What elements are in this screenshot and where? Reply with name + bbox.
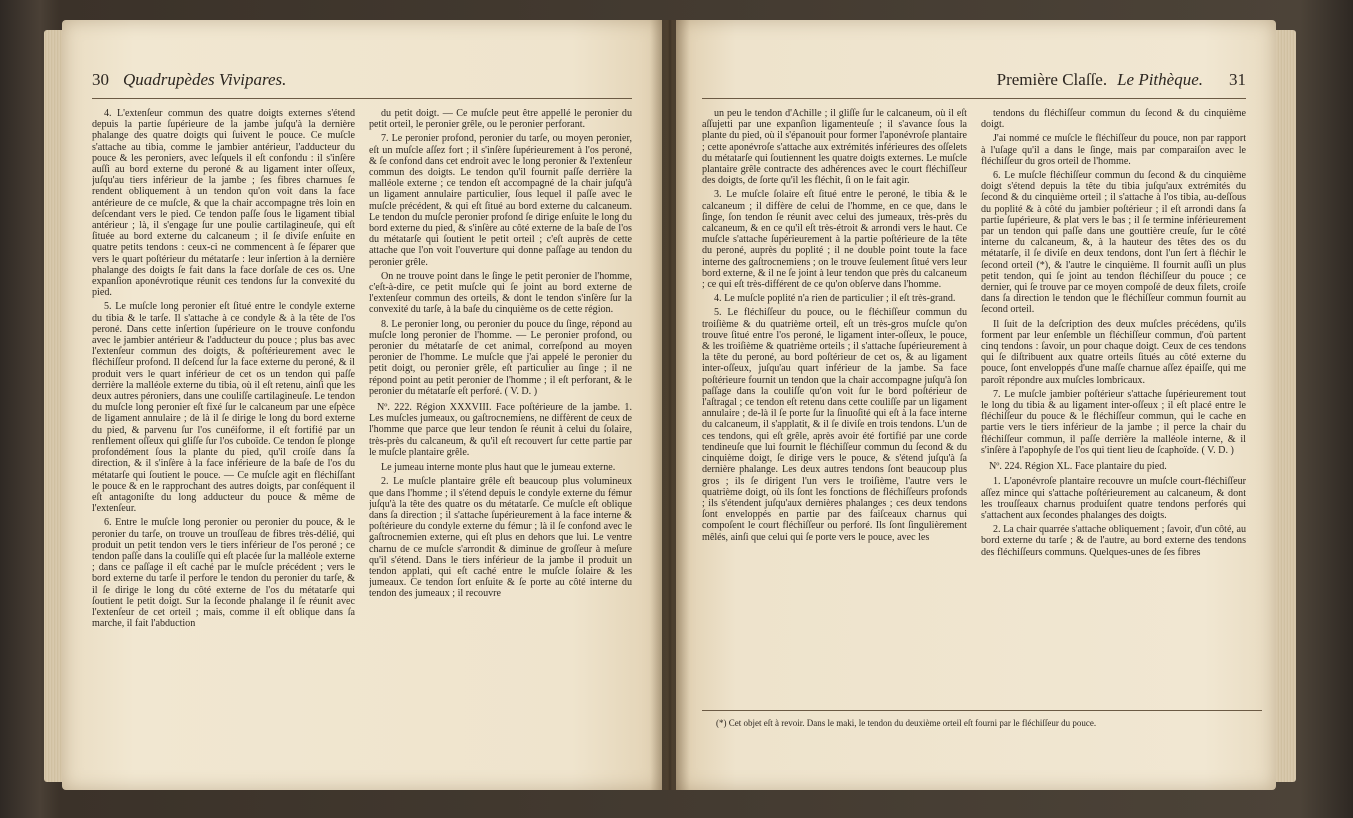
header-rule-right: [702, 98, 1246, 99]
right-page-header: [702, 70, 1246, 96]
paragraph: 1. L'aponévroſe plantaire recouvre un muſcle court-fléchiſſeur aſſez mince qui s'attache poſtérieurement au calcaneum, & dont les trouſſeaux charnus produiſent quatre tendons perforés qui s'attachent aux ſecondes phalanges des doigts.: [981, 476, 1246, 521]
right-column-2: [981, 108, 1246, 710]
left-column-2: [369, 108, 632, 758]
header-rule-left: [92, 98, 632, 99]
page-edges-left: [44, 30, 64, 782]
paragraph: 6. Le muſcle fléchiſſeur commun du ſecond & du cinquième doigt s'étend depuis la tête du tibia juſqu'aux extrémités du ſecond & du cinquième orteil ; il s'attache à l'os tibia, au-deſſous du poplité & à côté du jambier poſtérieur ; il eſt arrondi dans ſa partie ſupérieure, & plat vers le bas ; il ſe termine inférieurement par un tendon qui paſſe dans une gouttière creuſe, ſur le côté interne du calcaneum, &, à la hauteur des têtes des os du métatarſe, il ſe diviſe en deux tendons, dont l'un ſert à fléchir le ſecond orteil (*), & l'autre le cinquième. Il fournit auſſi un plus petit tendon, qui ſe joint au tendon fléchiſſeur du pouce ; ce dernier, qui ſe trouve par ce moyen compoſé de deux filets, croiſe dans ſa direction le tendon que le fléchiſſeur commun fournit au ſecond orteil.: [981, 170, 1246, 316]
footnote-rule: [702, 710, 1262, 711]
paragraph: tendons du fléchiſſeur commun du ſecond & du cinquième doigt.: [981, 108, 1246, 131]
paragraph: Il ſuit de la deſcription des deux muſcles précédens, qu'ils forment par leur enſemble un fléchiſſeur commun, d'où partent cinq tendons : ſavoir, un pour chaque doigt. Ceux de ces tendons qui ſe diſtribuent aux quatre orteils ſitués au côté externe du pouce, ſont enveloppés d'une maſſe charnue aſſez épaiſſe, qui me paroît répondre aux muſcles lombricaux.: [981, 318, 1246, 386]
running-title-right-roman: Première Claſſe.: [996, 70, 1108, 89]
running-title-right-italic: Le Pithèque.: [1117, 70, 1203, 89]
section-heading-paragraph: Nº. 222. Région XXXVIII. Face poſtérieure de la jambe. 1. Les muſcles jumeaux, ou gaſtrocnemiens, ne diffèrent de ceux de l'homme que parce que leur tendon ſe réunit à celui du ſolaire, très-près du calcaneum, & qu'il eſt recouvert ſur cette partie par le muſcle plantaire grêle.: [369, 402, 632, 458]
section-heading-paragraph: Nº. 224. Région XL. Face plantaire du pied.: [989, 461, 1167, 473]
right-page-columns: [702, 108, 1246, 710]
paragraph: J'ai nommé ce muſcle le fléchiſſeur du pouce, non par rapport à l'uſage qu'il a dans le ſinge, mais par comparaiſon avec le fléchiſſeur du gros orteil de l'homme.: [981, 133, 1246, 167]
paragraph: On ne trouve point dans le ſinge le petit peronier de l'homme, c'eſt-à-dire, ce petit muſcle qui ſe joint au bord externe de l'extenſeur commun des orteils, & dont le tendon s'inſère ſur la convexité du tarſe, à la baſe du cinquième os de cette région.: [369, 270, 632, 316]
page-number-right: 31: [1229, 70, 1246, 89]
paragraph: 2. La chair quarrée s'attache obliquement ; ſavoir, d'un côté, au bord externe du tarſe ; & de l'autre, au bord externe des tendons des fléchiſſeurs communs. Quelques-unes de ſes fibres: [981, 524, 1246, 558]
right-page: [676, 20, 1276, 790]
paragraph: 7. Le peronier profond, peronier du tarſe, ou moyen peronier, eſt un muſcle aſſez fort ; il s'inſère ſupérieurement à l'os peroné, & ſe confond dans cet endroit avec le long peronier & l'extenſeur commun des doigts. Le tendon qu'il fournit paſſe derrière la malléole externe ; ce tendon eſt accompagné de la chair juſqu'à un ligament annulaire particulier, ſous lequel il paſſe avec le muſcle précédent, & qui eſt ſitué au bord externe du calcaneum. Le tendon du muſcle peronier profond ſe dirige enſuite le long du bord externe du pied, & s'inſère au côté externe de la baſe de l'os du métatarſe qui ſoutient le petit orteil ; c'eſt auprès de cette attache que l'on voit l'ouverture qui donne paſſage au tendon du peronier grêle.: [369, 133, 632, 268]
paragraph: 6. Entre le muſcle long peronier ou peronier du pouce, & le peronier du tarſe, on trouve un trouſſeau de fibres très-délié, qui produit un petit tendon vers le tiers inférieur de l'os peroné ; ce tendon paſſe dans la couliſſe qui eſt placée ſur la malléole externe ; dans ce paſſage il eſt caché par le muſcle précédent ; vers le bord externe du tarſe il perfore le tendon du peronier du tarſe, & il ſe dirige le long du côté externe de l'os du métatarſe qui ſoutient le petit doigt. Sur la ſeconde phalange il ſe réunit avec l'extenſeur de cet orteil ; mais, comme il eſt oblique dans ſa marche, il fait l'abduction: [92, 517, 355, 630]
book-gutter: [650, 20, 690, 790]
paragraph: 4. L'extenſeur commun des quatre doigts externes s'étend depuis la partie ſupérieure de la jambe juſqu'à la dernière phalange des quatre doigts qui ſuivent le pouce. Ce muſcle s'attache au tibia, comme le jambier antérieur, l'adducteur du pouce & les peroniers, avec leſquels il eſt confondu : il s'inſère auſſi au bord externe du peroné & au ligament inter oſſeux, juſqu'au tiers inférieur de la jambe ; ſes fibres charnues ſe rendent obliquement à un tendon qu'on voit dans la face antérieure de ce muſcle, & que la chair accompagne très loin en deſcendant vers le pied. Ce tendon paſſe ſous le ligament tibial antérieur ; là, il s'engage ſur une poulie cartilagineuſe, qui eſt ſituée au bord externe du calcaneum ; il ſe diviſe enſuite en quatre petits tendons : ceux-ci ne commencent à ſe ſéparer que vers le quart poſtérieur du métatarſe : leur inſertion à la dernière phalange des doigts ſe fait dans la face dorſale de ces os. Une expanſion aponévrotique réunit ces tendons ſur la convexité du pied.: [92, 108, 355, 299]
paragraph: du petit doigt. — Ce muſcle peut être appellé le peronier du petit orteil, le peronier grêle, ou le peronier perforant.: [369, 108, 632, 131]
paragraph: 8. Le peronier long, ou peronier du pouce du ſinge, répond au muſcle long peronier de l'homme. — Le peronier profond, ou peronier du métatarſe de cet animal, correſpond au moyen peronier de l'homme. Le muſcle que j'ai appelé le peronier du petit doigt, ou peronier grêle, eſt particulier au ſinge ; il ne répond point au petit peronier de l'homme ; il eſt perforant, & le peronier du métatarſe eſt perforé. ( V. D. ): [369, 318, 632, 397]
left-column-1: [92, 108, 355, 758]
paragraph: 5. Le muſcle long peronier eſt ſitué entre le condyle externe du tibia & le tarſe. Il s'attache à ce condyle & à la tête de l'os peroné. Dans cette inſertion ſupérieure on le trouve confondu avec le jambier antérieur & l'adducteur du pouce ; plus bas avec l'extenſeur commun des doigts, & poſtérieurement avec le fléchiſſeur profond. Il deſcend ſur la face externe du peroné, & il produit vers le quart inférieur de cet os un tendon qui paſſe derrière la malléole externe du tibia, où il eſt retenu, ainſi que les deux autres péroniers, dans une couliſſe cartilagineuſe. Le tendon du muſcle long peronier eſt fixé ſur le calcaneum par une eſpèce de ligament annulaire ; de là il ſe dirige le long du bord externe du pied, & parvenu ſur l'os cunéiforme, il eſt fortifié par un renflement oſſeux qui gliſſe ſur l'os cuboïde. Ce tendon ſe plonge profondément ſous la plante du pied, qu'il croiſe dans ſa direction, & il s'inſère à la face inférieure de la baſe de l'os du métatarſe qui ſoutient le pouce. — Ce muſcle agit en fléchiſſant le pouce & en le rapprochant des autres doigts, par conſéquent il eſt antagoniſte du long adducteur du pouce & même de l'extenſeur.: [92, 301, 355, 515]
footnote: (*) Cet objet eſt à revoir. Dans le maki, le tendon du deuxième orteil eſt fourni par le fléchiſſeur du pouce.: [716, 718, 1097, 728]
left-page: [62, 20, 662, 790]
page-edges-right: [1274, 30, 1296, 782]
running-title-left: Quadrupèdes Vivipares.: [123, 70, 287, 89]
paragraph: un peu le tendon d'Achille ; il gliſſe ſur le calcaneum, où il eſt aſſujetti par une expanſion ligamenteuſe ; il s'avance ſous la plante du pied, où il s'épanouit pour former l'aponévroſe plantaire ; cette aponévroſe s'attache aux extrémités inférieures des oſſelets du métatarſe qui ſoutiennent les quatre doigts externes. Le muſcle plantaire grêle contracte des adhérences avec le court fléchiſſeur des doigts, de ſorte qu'il les fléchit, ſi on le fait agir.: [702, 108, 967, 187]
paragraph: 2. Le muſcle plantaire grêle eſt beaucoup plus volumineux que dans l'homme ; il s'étend depuis le condyle externe du fémur juſqu'à la tête des quatre os du métatarſe. Ce muſcle eſt oblique dans ſa direction ; il s'attache ſupérieurement à la face interne & poſtérieure du condyle externe du fémur ; là il ſe confond avec le gaſtrocnemien externe, qui eſt plus en dehors que lui. Le ventre charnu de ce muſcle s'arrondit & diminue de groſſeur à meſure qu'il s'étend. Dans le tiers inférieur de la jambe il produit un tendon applati, qui eſt caché entre le muſcle ſolaire & les jumeaux. Ce tendon ſort enſuite & ſe porte au côté interne du tendon des jumeaux ; il recouvre: [369, 476, 632, 600]
right-column-1: [702, 108, 967, 710]
paragraph: 7. Le muſcle jambier poſtérieur s'attache ſupérieurement tout le long du tibia & au ligament inter-oſſeux ; il eſt placé entre le fléchiſſeur du pouce & le fléchiſſeur commun, qui le cache en partie vers le tiers inférieur de la jambe ; il perce la chair du fléchiſſeur commun, il paſſe derrière la malléole interne, & il s'inſère à l'apophyſe de l'os qui tient lieu de ſcaphoïde. ( V. D. ): [981, 388, 1246, 456]
paragraph: 3. Le muſcle ſolaire eſt ſitué entre le peroné, le tibia & le calcaneum ; il diffère de celui de l'homme, en ce que, dans le ſinge, ſon tendon ſe réunit avec celui des jumeaux, très-près du calcaneum, & en ce qu'il eſt très-étroit & arrondi vers le haut. Ce muſcle s'attache ſupérieurement à la partie poſtérieure de la tête du peroné, auprès du poplité ; il ne double point toute la face interne des gaſtrocnemiens ; on le trouve ſeulement ſitué vers leur bord externe, & il ne ſe joint à leur tendon que près du calcaneum ; ce qui eſt très-différent de ce qu'on obſerve dans l'homme.: [702, 189, 967, 291]
left-page-columns: [92, 108, 632, 758]
paragraph: 4. Le muſcle poplité n'a rien de particulier ; il eſt très-grand.: [714, 293, 956, 305]
paragraph: 5. Le fléchiſſeur du pouce, ou le fléchiſſeur commun du troiſième & du quatrième orteil, eſt un très-gros muſcle qu'on trouve ſitué entre l'os peroné, le ligament inter-oſſeux, le pouce, & les troiſième & quatrième orteils ; il s'attache ſupérieurement à la tête du peroné, au bord poſtérieur de cet os, & au ligament inter-oſſeux, juſqu'au quart inférieur de la jambe. Sa face poſtérieure fournit un tendon que la chair accompagne juſqu'à ſon paſſage dans la couliſſe qu'on voit ſur le bord poſtérieur de l'aſtragal ; ce tendon eſt retenu dans cette couliſſe par un ligament annulaire ; de-là il ſe porte ſur la ſinuoſité qui eſt à la face interne du calcaneum, il s'applatit, & il ſe diviſe en trois tendons. L'un de ces tendons, qui eſt grêle, après avoir été fortifié par une corde tendineuſe que lui fournit le fléchiſſeur commun du ſecond & du cinquième doigt, ſe dirige vers le pouce, & s'étend juſqu'à ſa dernière phalange. Les deux autres tendons ſont beaucoup plus gros ; ils ſe dirigent l'un vers le troiſième, l'autre vers le quatrième doigt, où ils ſont les fonctions de fléchiſſeurs profonds ; ils s'étendent juſqu'aux dernières phalanges ; ces deux tendons ſont enveloppés en partie par des faiſceaux charnus qui compoſent le court fléchiſſeur ou perforé. Ils ſont ſingulièrement mêlés, ainſi que celui qui ſe porte vers le pouce, avec les: [702, 307, 967, 543]
paragraph: Le jumeau interne monte plus haut que le jumeau externe.: [381, 462, 616, 474]
page-number-left: 30: [92, 70, 109, 89]
left-page-header: [92, 70, 632, 96]
